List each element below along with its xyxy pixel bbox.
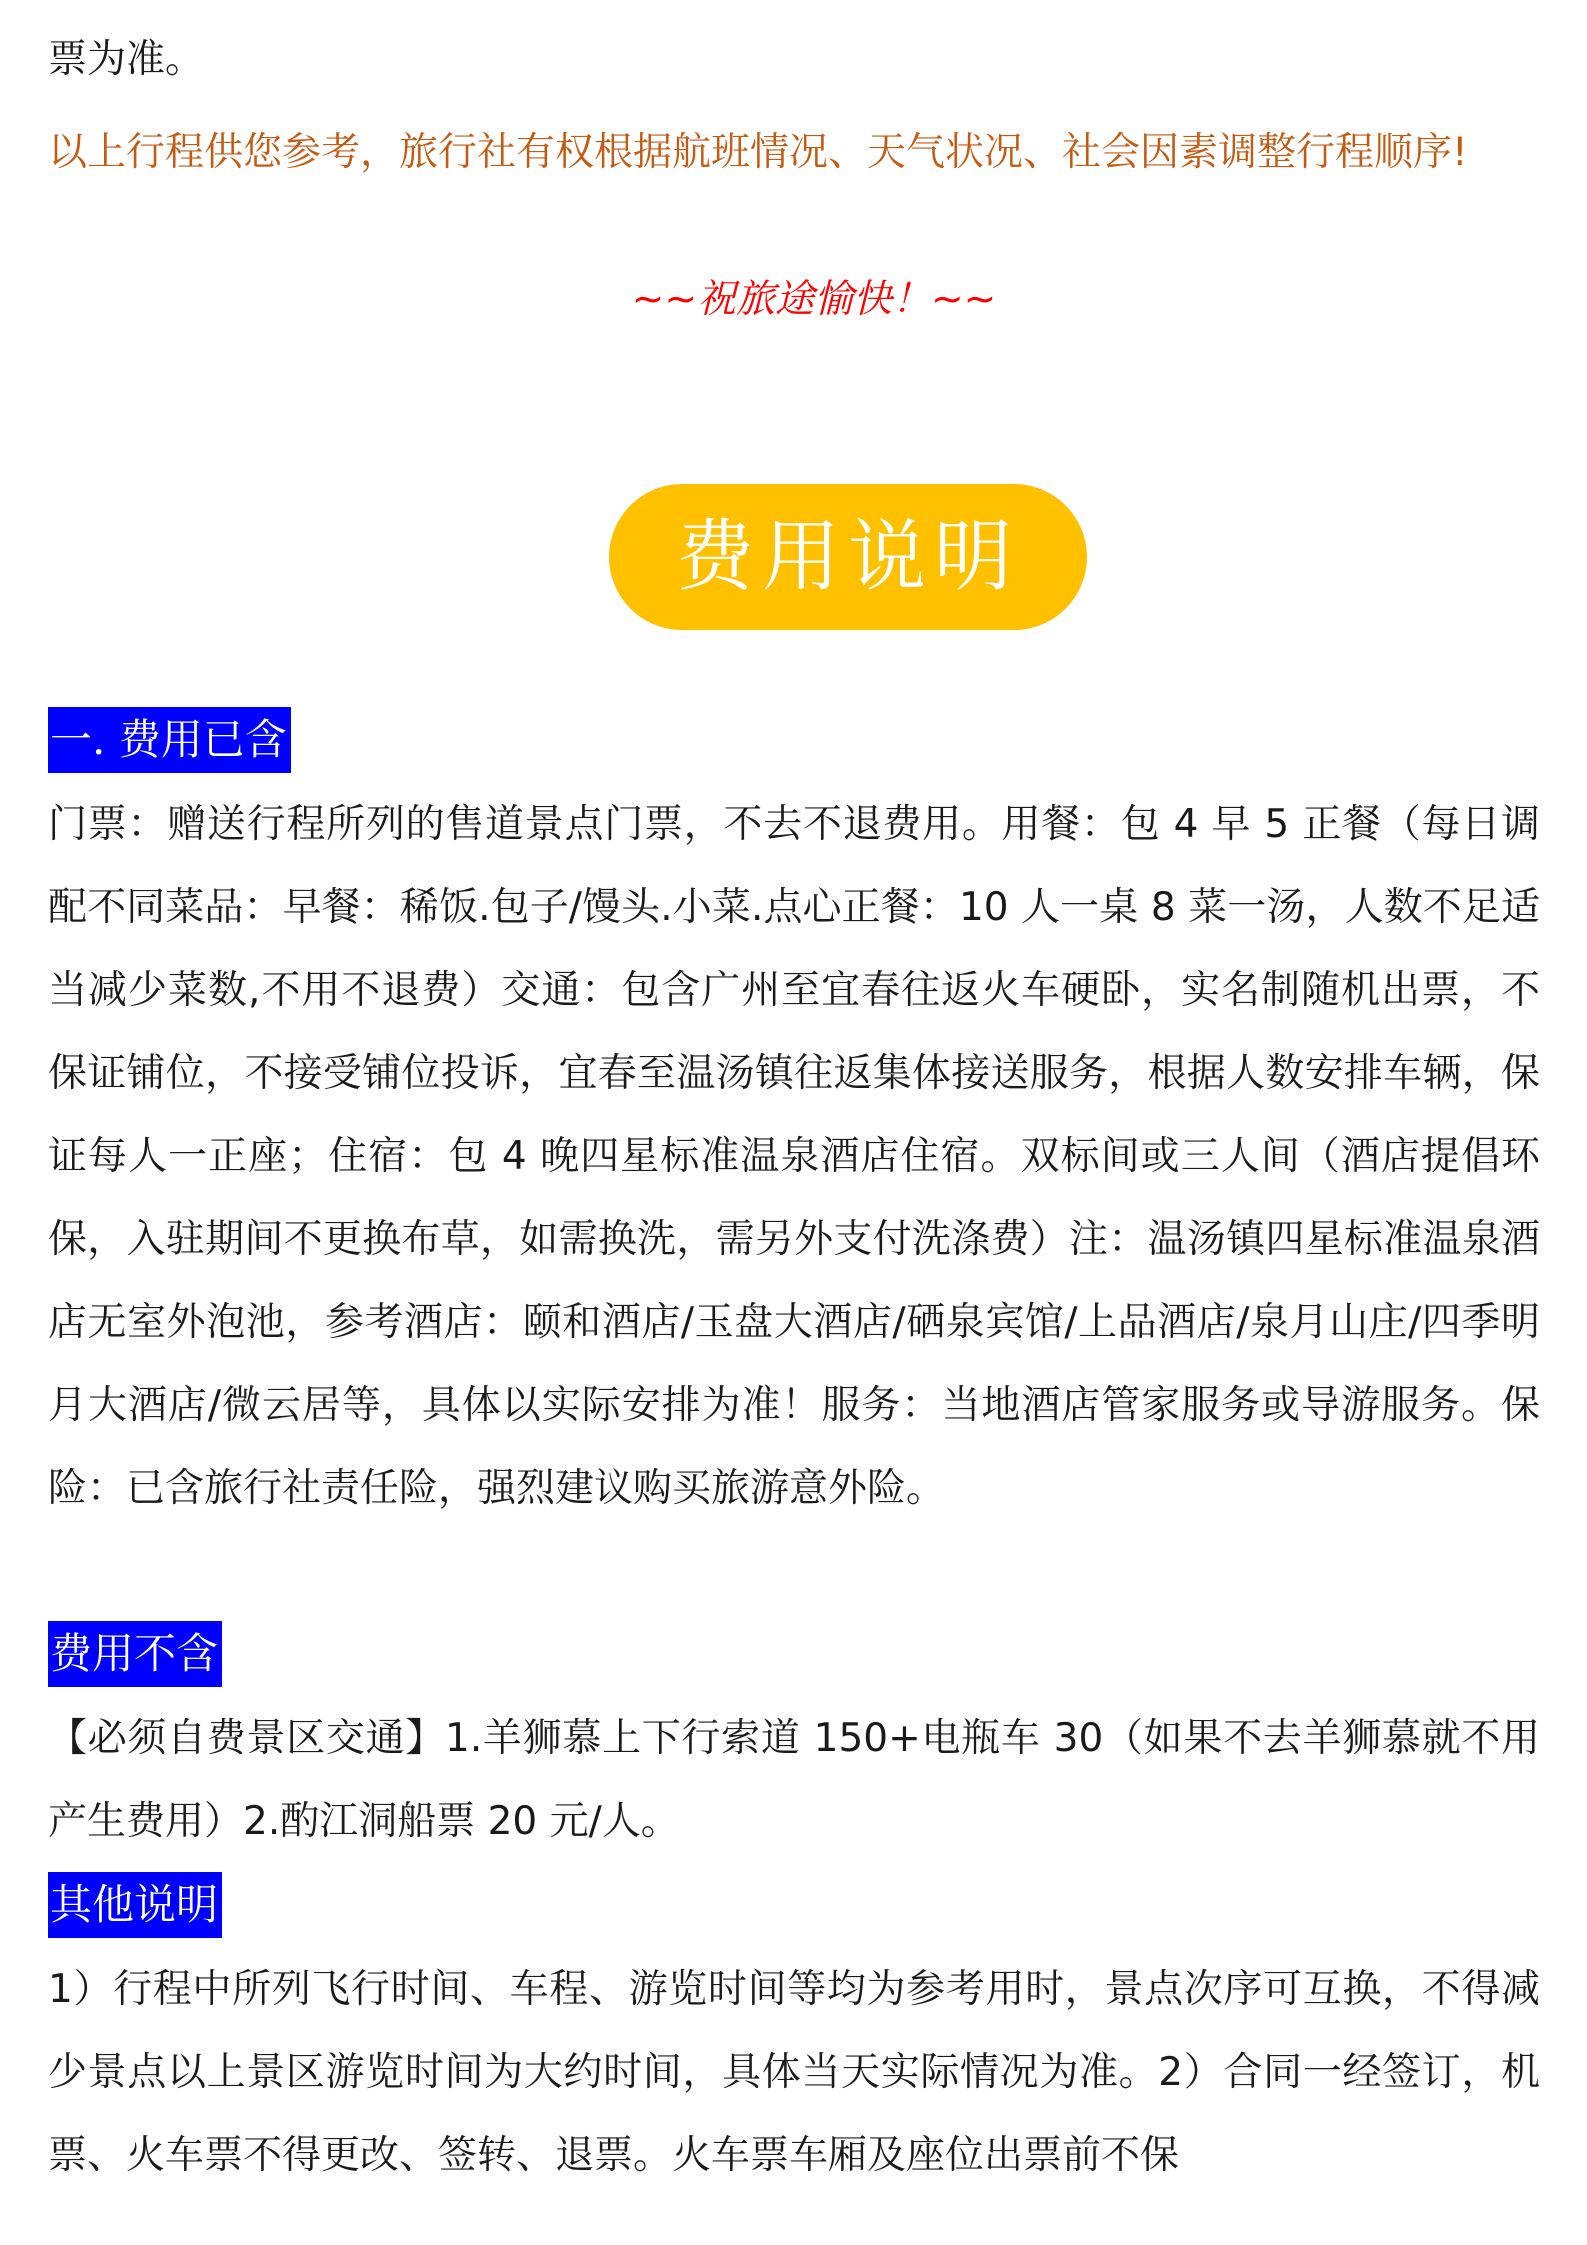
other-notes-body: 1）行程中所列飞行时间、车程、游览时间等均为参考用时，景点次序可互换，不得减少景点以上景区游览时间为大约时间，具体当天实际情况为准。2）合同一经签订，机票、火车票不得更改、签转、退票。火车票车厢及座位出票前不保 [48,1967,1540,2178]
included-heading: 一. 费用已含 [48,707,291,773]
itinerary-notice: 以上行程供您参考，旅行社有权根据航班情况、天气状况、社会因素调整行程顺序! [48,130,1468,175]
section-title-pill: 费用说明 [609,484,1087,630]
included-body: 门票：赠送行程所列的售道景点门票，不去不退费用。用餐：包 4 早 5 正餐（每日调配不同菜品：早餐：稀饭.包子/馒头.小菜.点心正餐：10 人一桌 8 菜一汤，人数不足适当减少菜数,不用不退费）交通：包含广州至宜春往返火车硬卧，实名制随机出票，不保证铺位，不接受铺位投诉，宜春至温汤镇往返集体接送服务，根据人数安排车辆，保证每人一正座；住宿：包 4 晚四星标准温泉酒店住宿。双标间或三人间（酒店提倡环保，入驻期间不更换布草，如需换洗，需另外支付洗涤费）注：温汤镇四星标准温泉酒店无室外泡池，参考酒店：颐和酒店/玉盘大酒店/硒泉宾馆/上品酒店/泉月山庄/四季明月大酒店/微云居等，具体以实际安排为准！服务：当地酒店管家服务或导游服务。保险：已含旅行社责任险，强烈建议购买旅游意外险。 [48,802,1540,1511]
section-title-wrap [48,484,1540,630]
travel-wishes: ~~祝旅途愉快！~~ [631,277,997,322]
carry-over-text: 票为准。 [48,37,205,82]
other-notes-heading: 其他说明 [48,1872,222,1938]
excluded-heading: 费用不含 [48,1621,222,1687]
excluded-body: 【必须自费景区交通】1.羊狮慕上下行索道 150+电瓶车 30（如果不去羊狮慕就不用产生费用）2.酌江洞船票 20 元/人。 [48,1716,1540,1844]
